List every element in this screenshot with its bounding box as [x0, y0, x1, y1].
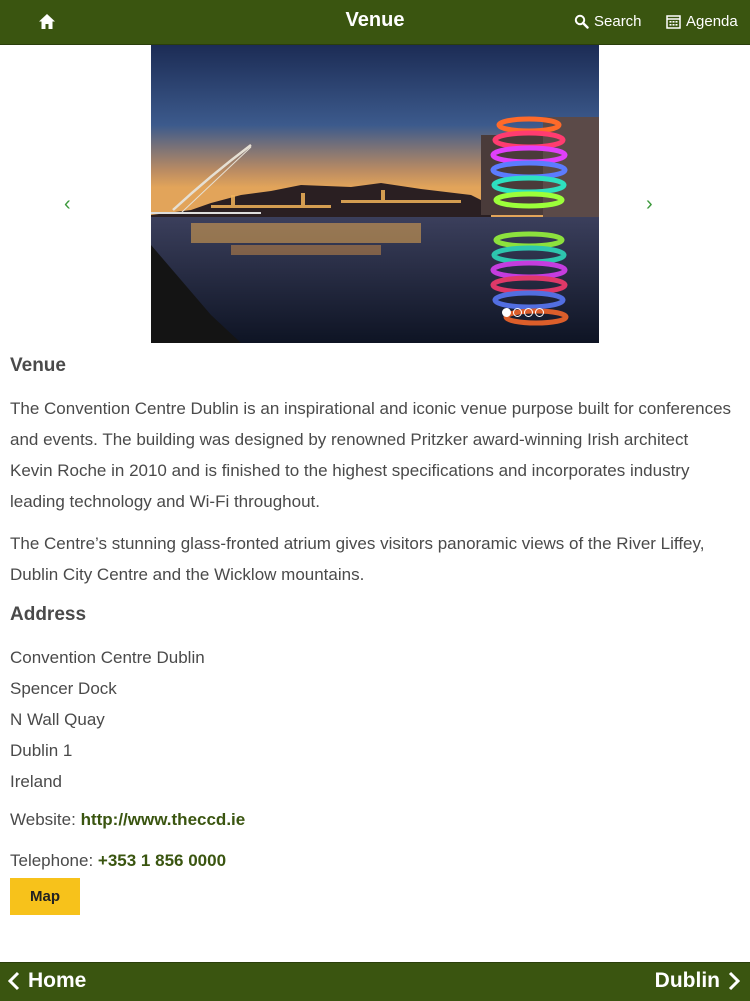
image-carousel — [0, 44, 750, 344]
carousel-prev-button[interactable]: ‹ — [64, 193, 71, 215]
carousel-dot-2[interactable] — [513, 308, 522, 317]
next-dublin-button[interactable] — [655, 969, 740, 993]
agenda-button[interactable] — [666, 13, 738, 30]
top-nav-bar — [0, 0, 750, 45]
website-link[interactable]: http://www.theccd.ie — [80, 810, 246, 829]
website-label: Website: — [10, 810, 76, 829]
carousel-next-button[interactable]: › — [646, 193, 653, 215]
address-heading: Address — [10, 604, 87, 625]
search-icon — [574, 14, 589, 29]
search-button[interactable] — [574, 13, 642, 30]
address-line: Ireland — [10, 772, 62, 791]
venue-description: The Convention Centre Dublin is an inspirational and iconic venue purpose built for conferences and events. The building was designed by renowned Pritzker award-winning Irish architect Kevin Roche in 2010 and is finished to the highest specifications and incorporates industry leading technology and Wi-Fi throughout. — [10, 399, 732, 511]
home-icon[interactable] — [37, 12, 57, 32]
telephone-label: Telephone: — [10, 851, 94, 870]
address-line: N Wall Quay — [10, 710, 105, 729]
chevron-right-icon — [728, 971, 740, 991]
next-dublin-label: Dublin — [654, 969, 720, 992]
venue-photo — [151, 45, 599, 343]
website-row — [10, 810, 245, 830]
page-title: Venue — [345, 9, 405, 31]
carousel-dot-4[interactable] — [535, 308, 544, 317]
address-line: Spencer Dock — [10, 679, 117, 698]
address-line: Convention Centre Dublin — [10, 648, 205, 667]
agenda-label: Agenda — [686, 13, 738, 30]
venue-heading: Venue — [10, 355, 66, 376]
telephone-link[interactable]: +353 1 856 0000 — [97, 851, 227, 870]
back-home-button[interactable] — [8, 969, 86, 993]
address-block — [10, 642, 205, 797]
venue-views-description: The Centre’s stunning glass-fronted atrium gives visitors panoramic views of the River Liffey, Dublin City Centre and the Wicklow mountains. — [10, 534, 705, 584]
back-home-label: Home — [28, 969, 87, 992]
calendar-icon — [666, 14, 681, 29]
address-line: Dublin 1 — [10, 741, 73, 760]
carousel-indicators — [502, 308, 544, 317]
chevron-left-icon — [8, 971, 20, 991]
telephone-row — [10, 851, 226, 871]
carousel-dot-1[interactable] — [502, 308, 511, 317]
carousel-dot-3[interactable] — [524, 308, 533, 317]
search-label: Search — [594, 13, 642, 30]
bottom-nav-bar — [0, 962, 750, 1001]
map-button[interactable]: Map — [10, 878, 80, 915]
